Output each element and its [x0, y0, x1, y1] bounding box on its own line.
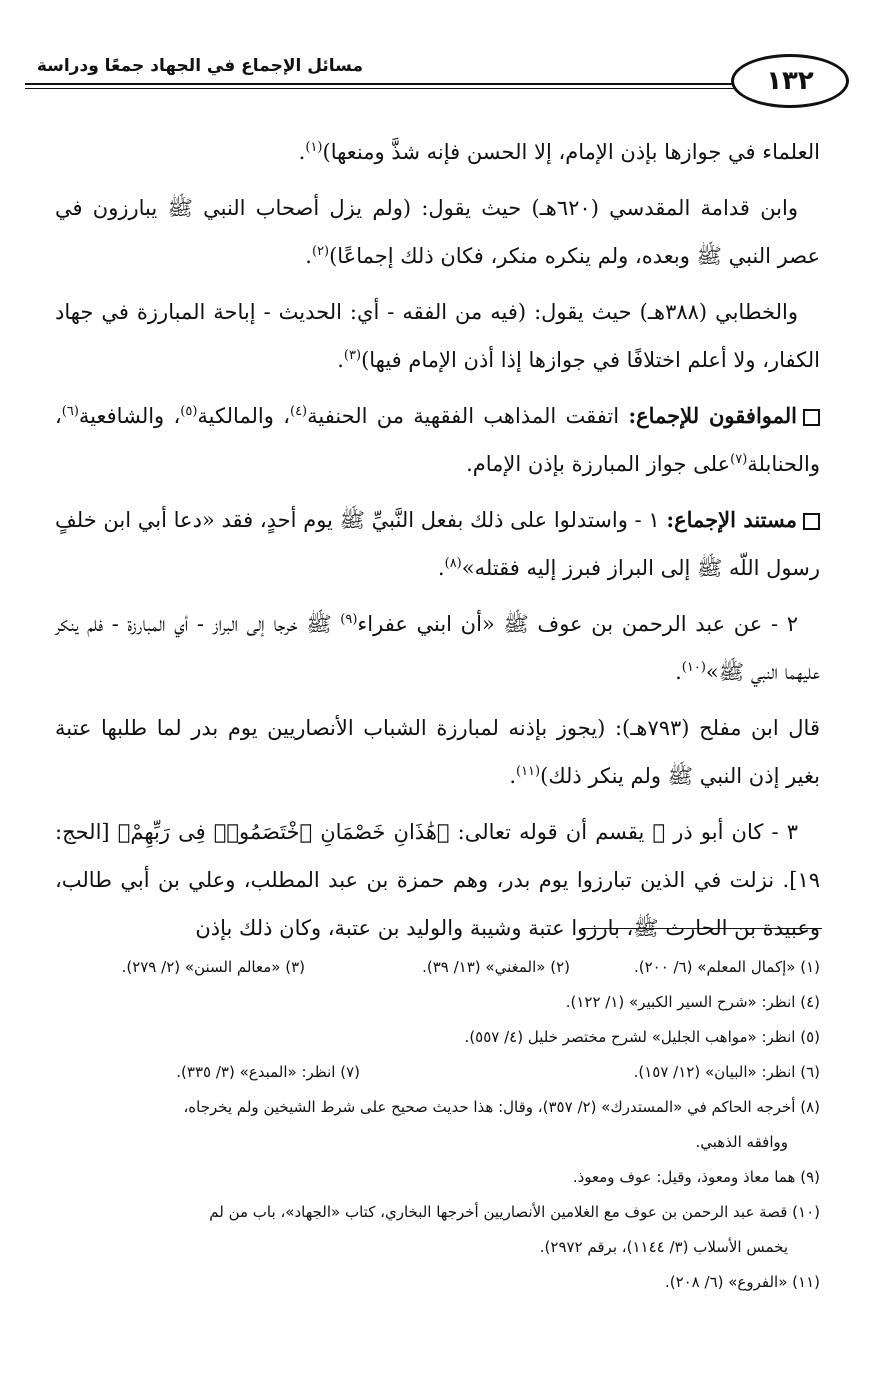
paragraph-end: . [437, 556, 445, 580]
footnote-separator [582, 928, 822, 929]
paragraph-end: . [675, 660, 682, 684]
square-bullet-icon [803, 409, 820, 426]
section-label: مستند الإجماع: [666, 507, 797, 532]
paragraph [55, 288, 820, 384]
paragraph [55, 600, 820, 696]
footnote-2: (٢) «المغني» (١٣/ ٣٩). [422, 958, 570, 976]
footnote-7: (٧) انظر: «المبدع» (٣/ ٣٣٥). [176, 1063, 360, 1081]
paragraph-text: ١ - واستدلوا على ذلك بفعل النَّبيِّ ﷺ يوم أحدٍ، فقد «دعا أبي ابن خلفٍ رسول اللّه ﷺ إلى البراز فبرز إليه فقتله» [55, 508, 820, 580]
footnote-ref[interactable]: (١١) [516, 764, 541, 779]
footnote-ref[interactable]: (٤) [289, 404, 308, 419]
header-rule-thin [25, 88, 740, 89]
paragraph-text: ، والحنابلة [55, 404, 820, 476]
paragraph-text: ، والشافعية [78, 404, 181, 428]
paragraph-text: قال ابن مفلح (٧٩٣هـ): (يجوز بإذنه لمبارزة الشباب الأنصاريين يوم بدر لما طلبها عتبة بغير إذن النبي ﷺ ولم ينكر ذلك) [55, 716, 820, 788]
header-rule [25, 83, 740, 85]
footnote-ref[interactable]: (٣) [343, 348, 362, 363]
footnote-ref[interactable]: (٨) [444, 556, 462, 571]
section-label: الموافقون للإجماع: [628, 403, 797, 428]
paragraph [55, 128, 820, 176]
page-number-oval [731, 54, 849, 108]
footnote-3: (٣) «معالم السنن» (٢/ ٢٧٩). [121, 958, 305, 976]
main-text [55, 128, 820, 952]
paragraph [55, 496, 820, 592]
page-number: ١٣٢ [766, 66, 814, 96]
footnote-9: (٩) هما معاذ ومعوذ، وقيل: عوف ومعوذ. [572, 1168, 820, 1186]
footnote-11: (١١) «الفروع» (٦/ ٢٠٨). [664, 1273, 820, 1291]
paragraph-text: وابن قدامة المقدسي (٦٢٠هـ) حيث يقول: (ولم يزل أصحاب النبي ﷺ يبارزون في عصر النبي ﷺ وبعده، ولم ينكره منكر، فكان ذلك إجماعًا) [55, 196, 820, 268]
paragraph-text: اتفقت المذاهب الفقهية من الحنفية [307, 404, 629, 428]
paragraph [55, 392, 820, 488]
footnote-ref[interactable]: (٧) [730, 452, 748, 467]
footnote-ref[interactable]: (٢) [311, 244, 330, 259]
paragraph-end: . [298, 140, 306, 164]
footnote-ref[interactable]: (٦) [61, 404, 79, 419]
paragraph-text: ، والمالكية [197, 404, 290, 428]
paragraph-end: . [509, 764, 516, 788]
footnote-10-continued: يخمس الأسلاب (٣/ ١١٤٤)، برقم ٢٩٧٢). [539, 1238, 788, 1256]
running-title: مسائل الإجماع في الجهاد جمعًا ودراسة [36, 56, 363, 76]
footnote-ref[interactable]: (٩) [340, 612, 358, 627]
paragraph [55, 808, 820, 952]
paragraph-end: . [337, 348, 344, 372]
footnote-ref[interactable]: (١) [305, 140, 323, 155]
page-header [25, 52, 855, 112]
footnote-5: (٥) انظر: «مواهب الجليل» لشرح مختصر خليل (٤/ ٥٥٧). [464, 1028, 820, 1046]
paragraph-text: ﷺ خرجا إلى البراز - أي المبارزة - فلم ينكر عليهما النبي ﷺ» [55, 612, 820, 684]
paragraph-text: والخطابي (٣٨٨هـ) حيث يقول: (فيه من الفقه - أي: الحديث - إباحة المبارزة في جهاد الكفار، ولا أعلم اختلافًا في جوازها إذا أذن الإمام فيها) [55, 300, 820, 372]
paragraph-text: العلماء في جوازها بإذن الإمام، إلا الحسن فإنه شذَّ ومنعها) [322, 140, 820, 164]
paragraph-text: ٢ - عن عبد الرحمن بن عوف ﷺ «أن ابني عفراء [357, 612, 798, 636]
footnote-1: (١) «إكمال المعلم» (٦/ ٢٠٠). [633, 958, 820, 976]
footnote-4: (٤) انظر: «شرح السير الكبير» (١/ ١٢٢). [565, 993, 820, 1011]
footnote-8-continued: ووافقه الذهبي. [695, 1133, 788, 1151]
footnote-10: (١٠) قصة عبد الرحمن بن عوف مع الغلامين الأنصاريين أخرجها البخاري، كتاب «الجهاد»، باب من لم [209, 1203, 820, 1221]
paragraph [55, 704, 820, 800]
footnotes [60, 950, 820, 1300]
paragraph-text: على جواز المبارزة بإذن الإمام. [466, 452, 731, 476]
paragraph [55, 184, 820, 280]
paragraph-end: . [305, 244, 312, 268]
footnote-ref[interactable]: (١٠) [681, 660, 706, 675]
paragraph-text: ٣ - كان أبو ذر ﷺ يقسم أن قوله تعالى: ﴿هَٰذَانِ خَصْمَانِ ٱخْتَصَمُوا۟ فِى رَبِّهِمْ﴾ [الحج: ١٩]. نزلت في الذين تبارزوا يوم بدر، وهم حمزة بن عبد المطلب، وعلي بن أبي طالب، وعبيدة بن الحارث ﷺ، بارزوا عتبة وشيبة والوليد بن عتبة، وكان ذلك بإذن [55, 820, 820, 940]
footnote-6: (٦) انظر: «البيان» (١٢/ ١٥٧). [633, 1063, 820, 1081]
footnote-ref[interactable]: (٥) [180, 404, 198, 419]
footnote-8: (٨) أخرجه الحاكم في «المستدرك» (٢/ ٣٥٧)، وقال: هذا حديث صحيح على شرط الشيخين ولم يخرجاه، [183, 1098, 820, 1116]
footnote-row [60, 1055, 820, 1090]
square-bullet-icon [803, 513, 820, 530]
footnote-row [60, 950, 820, 985]
